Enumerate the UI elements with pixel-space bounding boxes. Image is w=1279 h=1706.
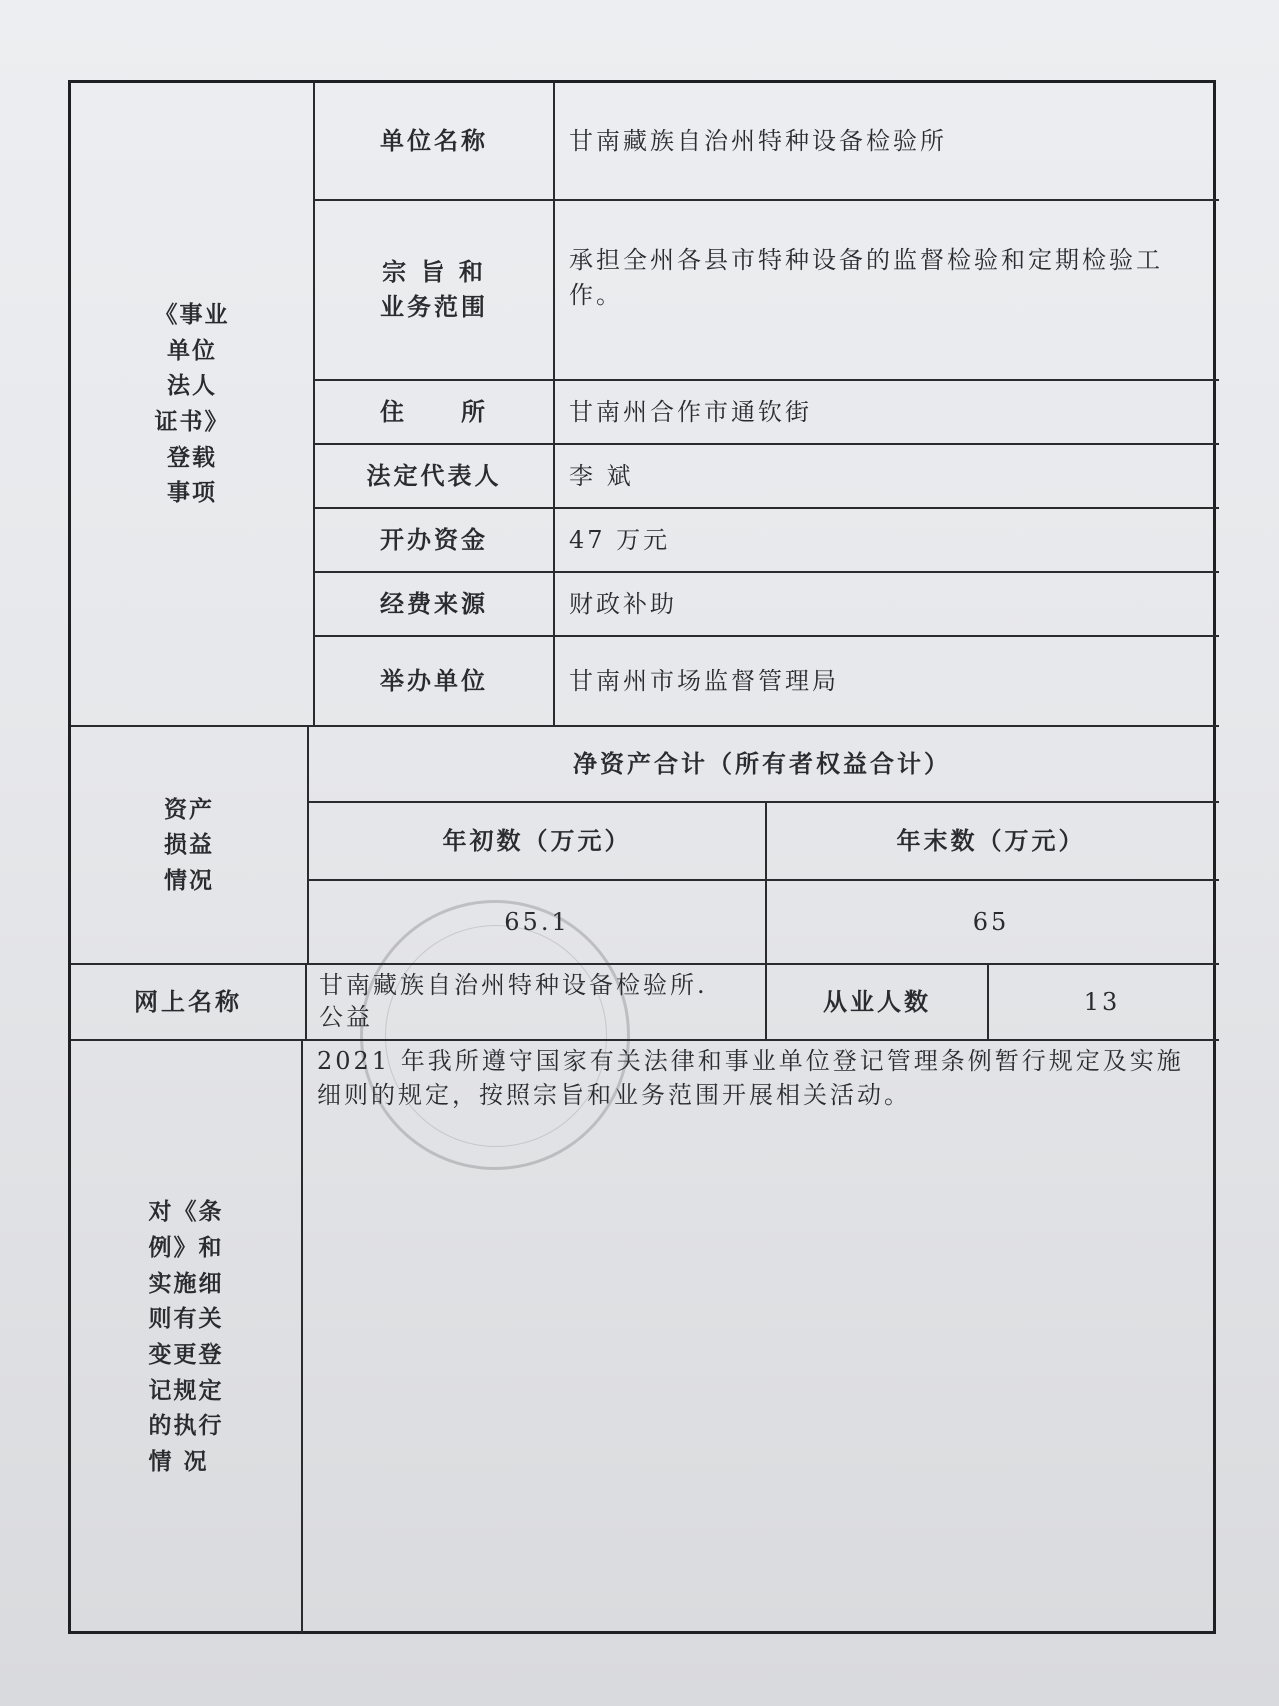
year-end-label: 年末数（万元） [896,825,1086,855]
start-capital-label: 开办资金 [380,524,488,554]
purpose-scope-value: 承担全州各县市特种设备的监督检验和定期检验工作。 [569,246,1163,309]
certificate-section-label: 《事业 单位 法人 证书》 登载 事项 [154,301,230,507]
execution-section-label: 对《条 例》和 实施细 则有关 变更登 记规定 的执行 情 况 [148,1198,224,1475]
sponsor-unit-label: 举办单位 [380,665,488,695]
unit-name-label: 单位名称 [380,125,488,155]
sponsor-unit-value: 甘南州市场监督管理局 [569,666,839,695]
staff-count-label: 从业人数 [823,986,931,1016]
staff-count-value: 13 [1083,987,1121,1016]
online-name-label: 网上名称 [134,986,242,1016]
year-end-value: 65 [972,907,1010,936]
funding-source-value: 财政补助 [569,589,677,618]
registration-form-table [68,80,1216,1634]
year-begin-value: 65.1 [504,907,570,936]
online-name-value: 甘南藏族自治州特种设备检验所. 公益 [319,971,708,1032]
net-assets-header: 净资产合计（所有者权益合计） [573,748,951,778]
address-value: 甘南州合作市通钦街 [569,397,812,426]
legal-representative-label: 法定代表人 [366,460,502,490]
assets-section-label: 资产 损益 情况 [164,795,214,894]
unit-name-value: 甘南藏族自治州特种设备检验所 [569,126,947,155]
purpose-scope-label: 宗 旨 和 业务范围 [380,257,488,321]
execution-text: 2021 年我所遵守国家有关法律和事业单位登记管理条例暂行规定及实施细则的规定，按照宗旨和业务范围开展相关活动。 [317,1047,1184,1109]
legal-representative-value: 李 斌 [569,461,634,490]
funding-source-label: 经费来源 [380,588,488,618]
start-capital-value: 47 万元 [569,525,671,554]
year-begin-label: 年初数（万元） [442,825,632,855]
address-label: 住 所 [380,396,488,426]
